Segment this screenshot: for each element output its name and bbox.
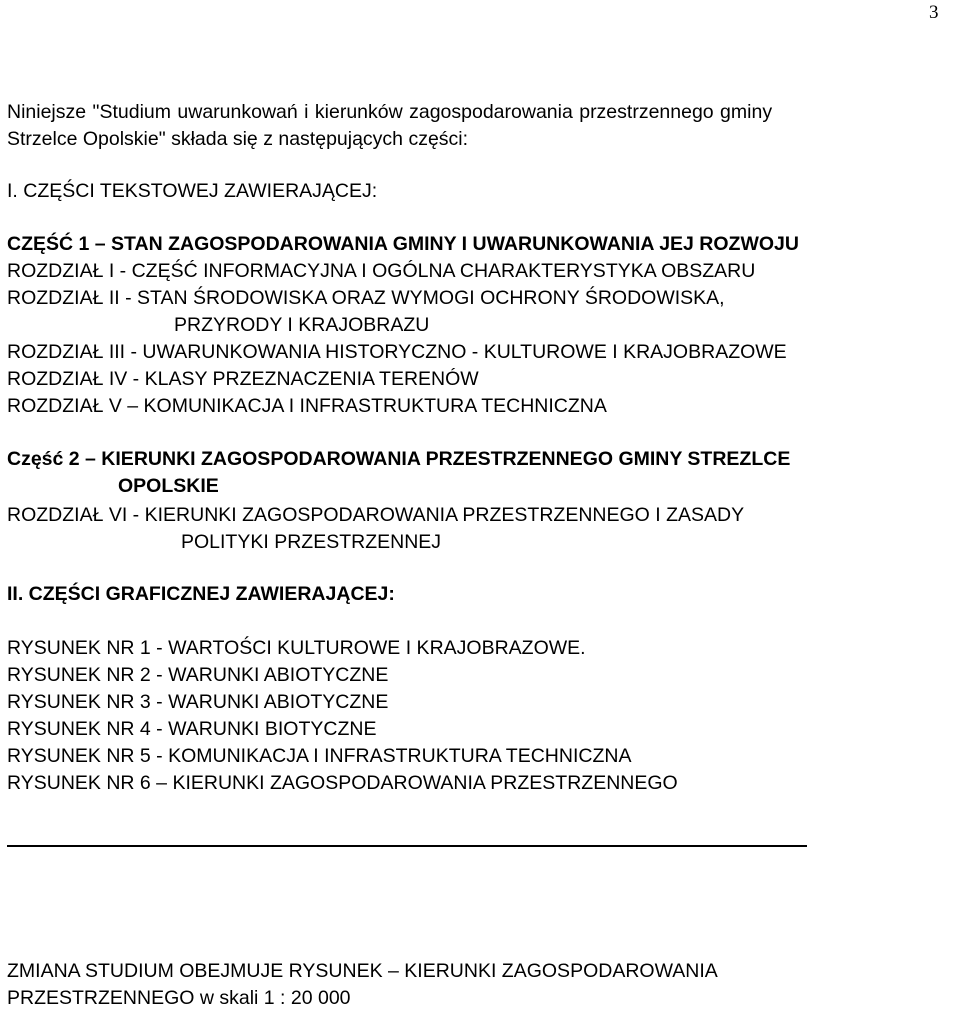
chapter-6-line-1: ROZDZIAŁ VI - KIERUNKI ZAGOSPODAROWANIA PRZESTRZENNEGO I ZASADY	[7, 504, 745, 526]
drawing-6: RYSUNEK NR 6 – KIERUNKI ZAGOSPODAROWANIA PRZESTRZENNEGO	[7, 772, 678, 794]
intro-line-1: Niniejsze "Studium uwarunkowań i kierunków zagospodarowania przestrzennego gminy	[7, 101, 773, 123]
chapter-2-continued: PRZYRODY I KRAJOBRAZU	[174, 314, 430, 336]
part2-title-line-2: OPOLSKIE	[118, 475, 219, 497]
page-number: 3	[929, 2, 939, 23]
horizontal-rule	[7, 845, 807, 847]
text-section-heading: I. CZĘŚCI TEKSTOWEJ ZAWIERAJĄCEJ:	[7, 180, 378, 202]
chapter-1: ROZDZIAŁ I - CZĘŚĆ INFORMACYJNA I OGÓLNA CHARAKTERYSTYKA OBSZARU	[7, 260, 756, 282]
chapter-4: ROZDZIAŁ IV - KLASY PRZEZNACZENIA TERENÓW	[7, 368, 479, 390]
part1-title: CZĘŚĆ 1 – STAN ZAGOSPODAROWANIA GMINY I UWARUNKOWANIA JEJ ROZWOJU	[7, 233, 799, 255]
drawing-3: RYSUNEK NR 3 - WARUNKI ABIOTYCZNE	[7, 691, 389, 713]
drawing-1: RYSUNEK NR 1 - WARTOŚCI KULTUROWE I KRAJOBRAZOWE.	[7, 637, 586, 659]
graphic-section-heading: II. CZĘŚCI GRAFICZNEJ ZAWIERAJĄCEJ:	[7, 583, 395, 605]
drawing-4: RYSUNEK NR 4 - WARUNKI BIOTYCZNE	[7, 718, 377, 740]
chapter-5: ROZDZIAŁ V – KOMUNIKACJA I INFRASTRUKTURA TECHNICZNA	[7, 395, 607, 417]
chapter-6-line-2: POLITYKI PRZESTRZENNEJ	[181, 531, 442, 553]
footer-note-line-2: PRZESTRZENNEGO w skali 1 : 20 000	[7, 987, 351, 1009]
drawing-2: RYSUNEK NR 2 - WARUNKI ABIOTYCZNE	[7, 664, 389, 686]
chapter-2: ROZDZIAŁ II - STAN ŚRODOWISKA ORAZ WYMOGI OCHRONY ŚRODOWISKA,	[7, 287, 725, 309]
drawing-5: RYSUNEK NR 5 - KOMUNIKACJA I INFRASTRUKTURA TECHNICZNA	[7, 745, 632, 767]
intro-line-2: Strzelce Opolskie" składa się z następujących części:	[7, 128, 469, 150]
footer-note-line-1: ZMIANA STUDIUM OBEJMUJE RYSUNEK – KIERUNKI ZAGOSPODAROWANIA	[7, 960, 718, 982]
chapter-3: ROZDZIAŁ III - UWARUNKOWANIA HISTORYCZNO - KULTUROWE I KRAJOBRAZOWE	[7, 341, 787, 363]
part2-title-line-1: Część 2 – KIERUNKI ZAGOSPODAROWANIA PRZESTRZENNEGO GMINY STREZLCE	[7, 448, 791, 470]
